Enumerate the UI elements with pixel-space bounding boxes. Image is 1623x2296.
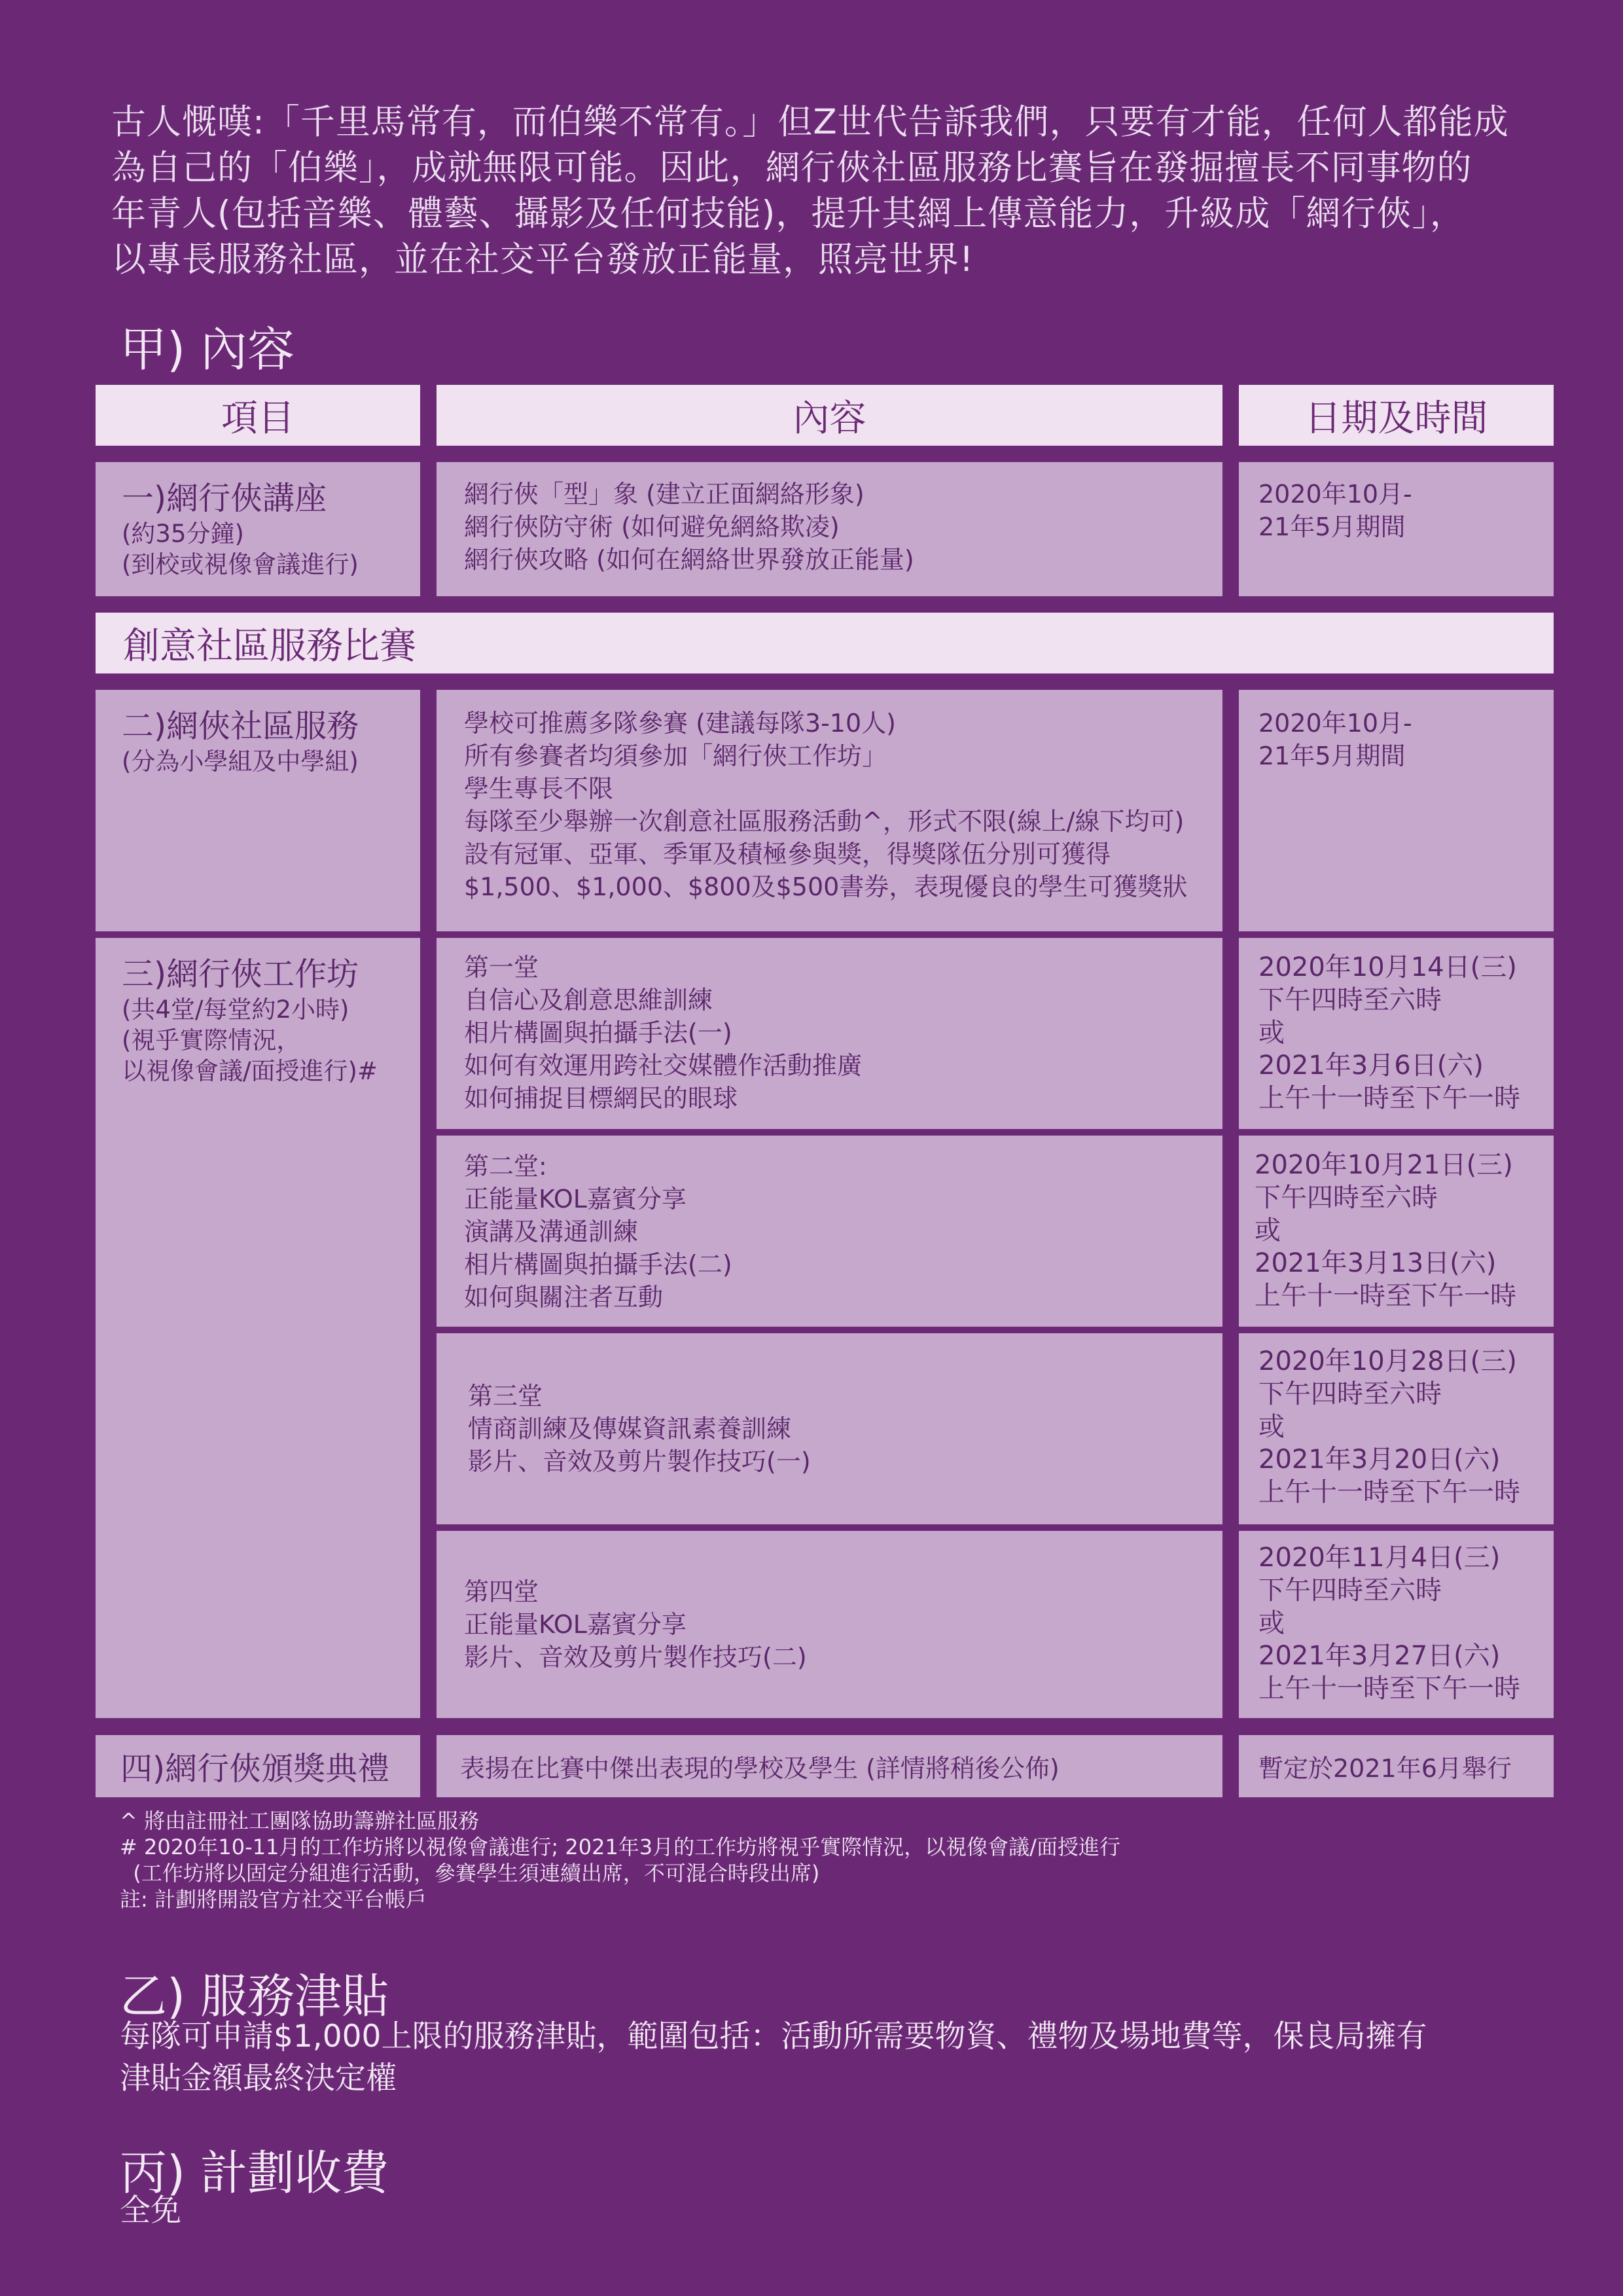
lesson-date-line: 下午四時至六時 bbox=[1258, 1379, 1442, 1409]
section-c-text: 全免 bbox=[120, 2193, 181, 2229]
competition-band: 創意社區服務比賽 bbox=[96, 613, 1554, 673]
lesson-line: 第三堂 bbox=[468, 1382, 543, 1410]
notes bbox=[120, 1808, 1494, 1912]
row2-date-cell bbox=[1239, 690, 1554, 931]
lesson-line: 正能量KOL嘉賓分享 bbox=[464, 1610, 687, 1639]
lesson3-date-cell bbox=[1239, 1333, 1554, 1524]
lesson3-content-cell bbox=[437, 1333, 1222, 1524]
intro-line: 以專長服務社區，並在社交平台發放正能量，照亮世界! bbox=[111, 240, 974, 279]
lesson-date-line: 2021年3月6日(六) bbox=[1258, 1050, 1484, 1081]
row4-date: 暫定於2021年6月舉行 bbox=[1258, 1754, 1512, 1783]
lesson-date-line: 下午四時至六時 bbox=[1258, 985, 1442, 1015]
row2-item-sub: (分為小學組及中學組) bbox=[122, 747, 359, 776]
row1-content-line: 網行俠防守術 (如何避免網絡欺凌) bbox=[464, 512, 840, 541]
intro-line: 古人慨嘆:「千里馬常有，而伯樂不常有。」但Z世代告訴我們，只要有才能，任何人都能成 bbox=[111, 102, 1509, 142]
lesson-line: 如何捕捉目標網民的眼球 bbox=[464, 1084, 738, 1113]
header-date: 日期及時間 bbox=[1239, 385, 1554, 446]
row2-content-cell bbox=[437, 690, 1222, 931]
lesson-line: 第四堂 bbox=[464, 1577, 539, 1606]
lesson-line: 影片、音效及剪片製作技巧(二) bbox=[464, 1643, 807, 1672]
lesson-date-line: 2021年3月13日(六) bbox=[1255, 1248, 1497, 1278]
row2-content-line: 學校可推薦多隊參賽 (建議每隊3-10人) bbox=[464, 709, 896, 738]
note-line: ^ 將由註冊社工團隊協助籌辦社區服務 bbox=[120, 1808, 479, 1833]
row4-content-cell bbox=[437, 1735, 1222, 1797]
section-c-title: 丙) 計劃收費 bbox=[120, 2145, 389, 2200]
lesson-line: 情商訓練及傳媒資訊素養訓練 bbox=[468, 1414, 792, 1443]
lesson-date-line: 2021年3月20日(六) bbox=[1258, 1444, 1501, 1475]
row2-item-cell bbox=[96, 690, 420, 931]
lesson-line: 第一堂 bbox=[464, 953, 539, 982]
lesson-date-line: 上午十一時至下午一時 bbox=[1255, 1281, 1516, 1311]
lesson1-content-cell bbox=[437, 938, 1222, 1129]
lesson-date-line: 或 bbox=[1258, 1412, 1285, 1442]
row2-content-line: 學生專長不限 bbox=[464, 774, 614, 803]
lesson-line: 相片構圖與拍攝手法(一) bbox=[464, 1018, 732, 1047]
row3-item-sub: (共4堂/每堂約2小時) bbox=[122, 996, 349, 1024]
row4-content: 表揚在比賽中傑出表現的學校及學生 (詳情將稍後公佈) bbox=[460, 1754, 1060, 1783]
lesson2-content-cell bbox=[437, 1136, 1222, 1327]
row1-content-cell bbox=[437, 462, 1222, 596]
section-b-title: 乙) 服務津貼 bbox=[120, 1969, 389, 2024]
intro-line: 為自己的「伯樂」，成就無限可能。因此，網行俠社區服務比賽旨在發掘擅長不同事物的 bbox=[111, 148, 1472, 188]
row3-item-cell bbox=[96, 938, 420, 1718]
lesson-date-line: 上午十一時至下午一時 bbox=[1258, 1477, 1520, 1507]
lesson-date-line: 2020年10月14日(三) bbox=[1258, 952, 1517, 982]
note-line: 註: 計劃將開設官方社交平台帳戶 bbox=[120, 1887, 427, 1912]
lesson4-content-cell bbox=[437, 1531, 1222, 1718]
intro-line: 年青人(包括音樂、體藝、攝影及任何技能)，提升其網上傳意能力，升級成「網行俠」， bbox=[111, 194, 1465, 234]
row2-content-line: $1,500、$1,000、$800及$500書券，表現優良的學生可獲獎狀 bbox=[464, 872, 1188, 901]
row2-content-line: 每隊至少舉辦一次創意社區服務活動^，形式不限(線上/線下均可) bbox=[464, 807, 1185, 836]
row1-date-line: 21年5月期間 bbox=[1258, 512, 1406, 541]
section-a-title: 甲) 內容 bbox=[120, 322, 294, 377]
row3-item-sub: (視乎實際情況， bbox=[122, 1026, 301, 1054]
lesson-date-line: 上午十一時至下午一時 bbox=[1258, 1674, 1520, 1704]
row4-date-cell bbox=[1239, 1735, 1554, 1797]
intro-paragraph bbox=[111, 99, 1571, 283]
row4-item-title: 四)網行俠頒獎典禮 bbox=[120, 1749, 390, 1787]
row2-date-line: 21年5月期間 bbox=[1258, 742, 1406, 770]
row2-date-line: 2020年10月- bbox=[1258, 709, 1412, 738]
lesson-line: 正能量KOL嘉賓分享 bbox=[464, 1185, 687, 1213]
row4-item-cell bbox=[96, 1735, 420, 1797]
row2-content-line: 所有參賽者均須參加「網行俠工作坊」 bbox=[464, 742, 887, 770]
note-line: (工作坊將以固定分組進行活動，參賽學生須連續出席，不可混合時段出席) bbox=[120, 1861, 820, 1886]
lesson-date-line: 2021年3月27日(六) bbox=[1258, 1641, 1501, 1671]
lesson4-date-cell bbox=[1239, 1531, 1554, 1718]
note-line: # 2020年10-11月的工作坊將以視像會議進行; 2021年3月的工作坊將視乎實際情況，以視像會議/面授進行 bbox=[120, 1835, 1120, 1859]
row1-item-cell bbox=[96, 462, 420, 596]
section-b-line: 津貼金額最終決定權 bbox=[120, 2060, 397, 2096]
lesson-line: 第二堂: bbox=[464, 1152, 547, 1181]
lesson-date-line: 2020年10月28日(三) bbox=[1258, 1346, 1517, 1376]
section-b-text bbox=[120, 2016, 1560, 2100]
lesson1-date-cell bbox=[1239, 938, 1554, 1129]
header-item: 項目 bbox=[96, 385, 420, 446]
row3-item-title: 三)網行俠工作坊 bbox=[122, 956, 359, 993]
row1-content-line: 網行俠攻略 (如何在網絡世界發放正能量) bbox=[464, 545, 914, 574]
row1-item-title: 一)網行俠講座 bbox=[122, 480, 327, 517]
row2-item-title: 二)網俠社區服務 bbox=[122, 708, 359, 745]
lesson-line: 演講及溝通訓練 bbox=[464, 1217, 639, 1246]
lesson-line: 如何與關注者互動 bbox=[464, 1283, 664, 1312]
lesson-date-line: 或 bbox=[1258, 1608, 1285, 1638]
lesson-line: 影片、音效及剪片製作技巧(一) bbox=[468, 1447, 811, 1476]
row1-item-sub: (到校或視像會議進行) bbox=[122, 550, 359, 579]
lesson-date-line: 或 bbox=[1255, 1215, 1281, 1246]
lesson-date-line: 上午十一時至下午一時 bbox=[1258, 1083, 1520, 1113]
lesson-date-line: 下午四時至六時 bbox=[1255, 1183, 1438, 1213]
row3-item-sub: 以視像會議/面授進行)# bbox=[122, 1057, 378, 1085]
lesson-line: 自信心及創意思維訓練 bbox=[464, 986, 713, 1014]
row1-content-line: 網行俠「型」象 (建立正面網絡形象) bbox=[464, 480, 865, 509]
lesson-date-line: 2020年11月4日(三) bbox=[1258, 1543, 1501, 1573]
row1-item-sub: (約35分鐘) bbox=[122, 520, 244, 548]
lesson-date-line: 2020年10月21日(三) bbox=[1255, 1150, 1513, 1180]
lesson-date-line: 下午四時至六時 bbox=[1258, 1575, 1442, 1605]
lesson-date-line: 或 bbox=[1258, 1018, 1285, 1048]
lesson2-date-cell bbox=[1239, 1136, 1554, 1327]
lesson-line: 如何有效運用跨社交媒體作活動推廣 bbox=[464, 1051, 863, 1080]
row2-content-line: 設有冠軍、亞軍、季軍及積極參與獎，得獎隊伍分別可獲得 bbox=[464, 840, 1111, 869]
header-content: 內容 bbox=[437, 385, 1222, 446]
row1-date-line: 2020年10月- bbox=[1258, 480, 1412, 509]
lesson-line: 相片構圖與拍攝手法(二) bbox=[464, 1250, 732, 1279]
section-b-line: 每隊可申請$1,000上限的服務津貼，範圍包括：活動所需要物資、禮物及場地費等，保良局擁有 bbox=[120, 2018, 1427, 2054]
row1-date-cell bbox=[1239, 462, 1554, 596]
